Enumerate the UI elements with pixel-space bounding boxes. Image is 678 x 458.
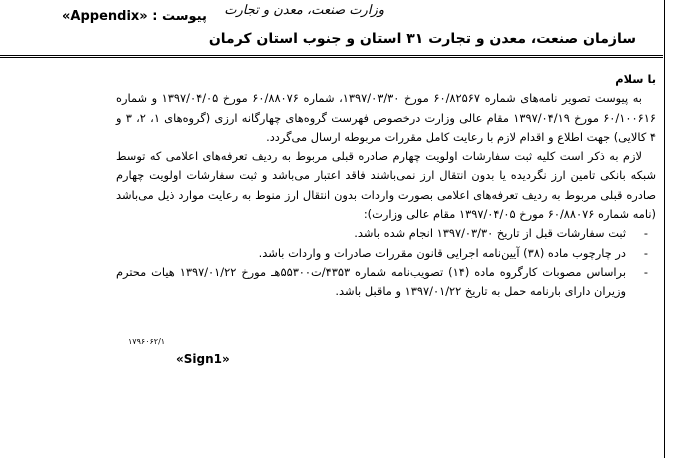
appendix-label: [62, 9, 207, 24]
signature-placeholder: «Sign1»: [176, 352, 230, 366]
appendix-text: «Appendix»: [62, 9, 148, 24]
list-item: - در چارچوب ماده (۳۸) آیین‌نامه اجرایی قانون مقررات صادرات و واردات باشد.: [116, 244, 648, 263]
appendix-fa: پیوست: [161, 9, 207, 24]
header-divider: [0, 55, 663, 56]
paragraph-1: به پیوست تصویر نامه‌های شماره ۶۰/۸۲۵۶۷ مورخ ۱۳۹۷/۰۳/۳۰، شماره ۶۰/۸۸۰۷۶ مورخ ۱۳۹۷/۰۴/۰۵ و شماره ۶۰/۱۰۰۶۱۶ مورخ ۱۳۹۷/۰۴/۱۹ مقام عالی وزارت درخصوص فهرست گروه‌های چهارگانه ارزی (گروه‌های ۱، ۲، ۳ و ۴ کالایی) جهت اطلاع و اقدام لازم با رعایت کامل مقررات مربوطه ارسال می‌گردد.: [116, 91, 656, 144]
appendix-colon: :: [152, 9, 158, 24]
reference-note: ۱۷۹۶۰۶۲/۱: [128, 337, 166, 346]
paragraph-2: لازم به ذکر است کلیه ثبت سفارشات اولویت چهارم صادره قبلی مربوط به ردیف تعرفه‌های اعلامی که توسط شبکه بانکی تامین ارز نگردیده یا بدون انتقال ارز نمی‌باشند فاقد اعتبار می‌باشد و ثبت سفارشات اولویت چهارم صادره قبلی مربوط به ردیف تعرفه‌های اعلامی بصورت واردات بدون انتقال ارز منوط به رعایت موارد ذیل می‌باشد (نامه شماره ۶۰/۸۸۰۷۶ مورخ ۱۳۹۷/۰۴/۰۵ مقام عالی وزارت):: [116, 149, 656, 222]
header-divider-2: [0, 57, 663, 58]
greeting: با سلام: [615, 72, 656, 86]
list-item: - براساس مصوبات کارگروه ماده (۱۴) تصویب‌نامه شماره ۴۳۵۳/ت۵۵۳۰۰هـ مورخ ۱۳۹۷/۰۱/۲۲ هیات محترم وزیران دارای بارنامه حمل به تاریخ ۱۳۹۷/۰۱/۲۲ و ماقبل باشد.: [116, 263, 648, 302]
list-item: - ثبت سفارشات قبل از تاریخ ۱۳۹۷/۰۳/۳۰ انجام شده باشد.: [116, 224, 648, 243]
conditions-list: [116, 224, 656, 301]
page-edge-line: [664, 0, 665, 458]
letter-body: [116, 70, 656, 302]
ministry-logo: وزارت صنعت، معدن و تجارت: [224, 3, 384, 18]
org-title: سازمان صنعت، معدن و تجارت ۳۱ استان و جنوب استان کرمان: [208, 31, 636, 47]
